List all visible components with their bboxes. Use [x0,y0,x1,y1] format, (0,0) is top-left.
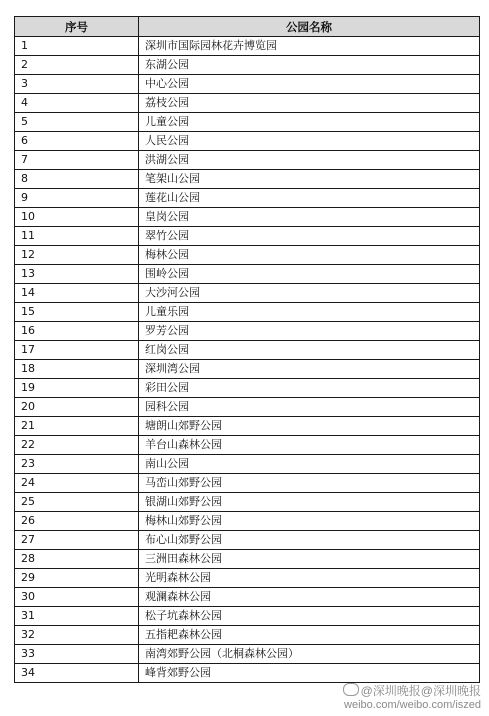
park-name-cell: 围岭公园 [139,265,480,284]
table-row [15,322,480,341]
watermark-url: weibo.com/weibo.com/iszed [344,699,481,711]
row-number-cell: 23 [15,455,139,474]
row-number-cell: 30 [15,588,139,607]
table-row [15,512,480,531]
row-number-cell: 18 [15,360,139,379]
row-number-cell: 31 [15,607,139,626]
row-number-cell: 29 [15,569,139,588]
row-number-cell: 12 [15,246,139,265]
row-number-cell: 24 [15,474,139,493]
weibo-logo-icon [343,683,359,696]
park-name-cell: 五指耙森林公园 [139,626,480,645]
park-name-cell: 罗芳公园 [139,322,480,341]
table-row [15,607,480,626]
row-number-cell: 21 [15,417,139,436]
row-number-cell: 16 [15,322,139,341]
row-number-cell: 19 [15,379,139,398]
table-row [15,360,480,379]
column-header-park-name: 公园名称 [139,17,480,37]
park-name-cell: 人民公园 [139,132,480,151]
park-name-cell: 深圳湾公园 [139,360,480,379]
weibo-watermark [343,683,481,712]
table-row [15,37,480,56]
watermark-account: @深圳晚报@深圳晚报 [360,684,481,698]
table-row [15,664,480,683]
table-body [15,37,480,683]
row-number-cell: 10 [15,208,139,227]
park-name-cell: 松子坑森林公园 [139,607,480,626]
table-row [15,436,480,455]
row-number-cell: 11 [15,227,139,246]
table-row [15,94,480,113]
table-row [15,303,480,322]
row-number-cell: 28 [15,550,139,569]
park-name-cell: 中心公园 [139,75,480,94]
table-row [15,588,480,607]
row-number-cell: 26 [15,512,139,531]
table-row [15,189,480,208]
table-row [15,417,480,436]
park-name-cell: 莲花山公园 [139,189,480,208]
row-number-cell: 20 [15,398,139,417]
row-number-cell: 9 [15,189,139,208]
table-row [15,151,480,170]
table-row [15,265,480,284]
park-name-cell: 翠竹公园 [139,227,480,246]
table-row [15,493,480,512]
row-number-cell: 2 [15,56,139,75]
row-number-cell: 22 [15,436,139,455]
table-row [15,227,480,246]
table-row [15,569,480,588]
table-row [15,113,480,132]
park-name-cell: 观澜森林公园 [139,588,480,607]
park-name-cell: 洪湖公园 [139,151,480,170]
park-name-cell: 东湖公园 [139,56,480,75]
park-name-cell: 塘朗山郊野公园 [139,417,480,436]
table-row [15,208,480,227]
park-name-cell: 彩田公园 [139,379,480,398]
row-number-cell: 5 [15,113,139,132]
park-list-sheet [14,16,479,683]
column-header-number: 序号 [15,17,139,37]
table-row [15,170,480,189]
row-number-cell: 32 [15,626,139,645]
table-row [15,645,480,664]
row-number-cell: 15 [15,303,139,322]
table-row [15,75,480,94]
row-number-cell: 1 [15,37,139,56]
table-row [15,246,480,265]
table-row [15,626,480,645]
park-name-cell: 梅林山郊野公园 [139,512,480,531]
park-name-cell: 三洲田森林公园 [139,550,480,569]
park-name-cell: 南山公园 [139,455,480,474]
park-name-cell: 皇岗公园 [139,208,480,227]
table-row [15,531,480,550]
row-number-cell: 3 [15,75,139,94]
row-number-cell: 25 [15,493,139,512]
park-name-cell: 园科公园 [139,398,480,417]
park-name-cell: 笔架山公园 [139,170,480,189]
park-name-cell: 南湾郊野公园（北桐森林公园） [139,645,480,664]
table-row [15,398,480,417]
table-row [15,341,480,360]
park-name-cell: 羊台山森林公园 [139,436,480,455]
row-number-cell: 7 [15,151,139,170]
row-number-cell: 17 [15,341,139,360]
park-name-cell: 布心山郊野公园 [139,531,480,550]
park-name-cell: 红岗公园 [139,341,480,360]
park-name-cell: 儿童公园 [139,113,480,132]
park-name-cell: 梅林公园 [139,246,480,265]
table-row [15,132,480,151]
table-row [15,550,480,569]
park-name-cell: 儿童乐园 [139,303,480,322]
park-name-cell: 深圳市国际园林花卉博览园 [139,37,480,56]
park-name-cell: 马峦山郊野公园 [139,474,480,493]
row-number-cell: 14 [15,284,139,303]
row-number-cell: 34 [15,664,139,683]
row-number-cell: 13 [15,265,139,284]
table-row [15,379,480,398]
park-name-cell: 峰背郊野公园 [139,664,480,683]
table-row [15,56,480,75]
park-list-table [14,16,480,683]
row-number-cell: 4 [15,94,139,113]
park-name-cell: 大沙河公园 [139,284,480,303]
park-name-cell: 光明森林公园 [139,569,480,588]
park-name-cell: 荔枝公园 [139,94,480,113]
row-number-cell: 8 [15,170,139,189]
table-row [15,455,480,474]
row-number-cell: 33 [15,645,139,664]
row-number-cell: 6 [15,132,139,151]
table-header-row [15,17,480,37]
table-row [15,474,480,493]
park-name-cell: 银湖山郊野公园 [139,493,480,512]
table-row [15,284,480,303]
row-number-cell: 27 [15,531,139,550]
